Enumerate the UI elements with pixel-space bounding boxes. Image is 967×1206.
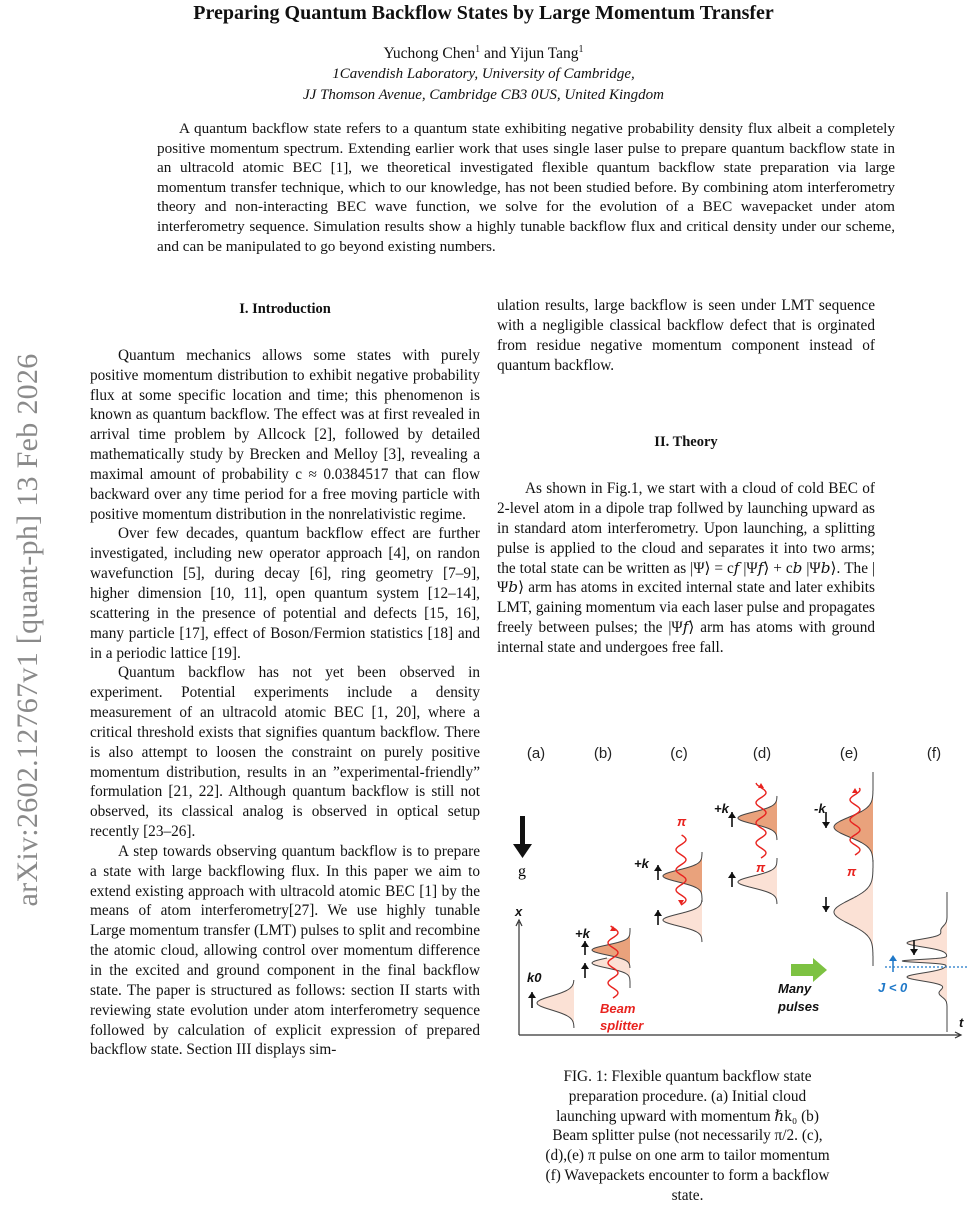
x-axis-label: x [515,904,523,919]
arrowhead [728,812,736,818]
affiliation-line: 1Cavendish Laboratory, University of Cambridge, [332,66,635,82]
pi-label: π [847,864,857,879]
arrowhead [822,822,830,828]
arxiv-identifier: arXiv:2602.12767v1 [quant-ph] 13 Feb 2026 [11,353,44,907]
pi-label: π [677,814,687,829]
beam-splitter-label: splitter [600,1018,644,1033]
plus-k-label: +k [714,801,729,816]
wavepacket [663,852,702,902]
wavepacket [537,980,574,1028]
abstract: A quantum backflow state refers to a quantum state exhibiting negative probability density flux albeit a completely positive momentum spectrum. Extending earlier work that uses single laser pulse to prepare quantum backflow state in an ultracold atomic BEC [1], we theoretical investigated flexible quantum backflow state preparation via large momentum transfer technique, which to our knowledge, has not been studied before. By combining atom interferometry theory and non-interacting BEC wave function, we solve for the evolution of a BEC wavepacket under atom interferometry sequence. Simulation results show a highly tunable backflow flux and critical density under our scheme, and can be manipulated to go beyond existing numbers. [157,120,895,255]
wavepacket [663,900,702,942]
author-name: Yuchong Chen [383,45,476,63]
paragraph: Over few decades, quantum backflow effect are further investigated, including new operator approach [4], on randon wavefunction [5], during decay [6], ring geometry [7–9], higher dimension [10, 11], open quantum system [12–14], scattering in the presence of potential and defects [15, 16], many particle [17], effect of Boson/Fermion statistics [18] and in a periodic lattice [19]. [90,525,480,662]
paragraph: As shown in Fig.1, we start with a cloud of cold BEC of 2-level atom in a dipole trap follwed by launching upward as in standard atom interferometry. Upon launching, a splitting pulse is applied to the cloud and separates it into two arms; the total state can be written as |Ψ⟩ = c𝑓 |Ψ𝑓⟩ + c𝑏 |Ψ𝑏⟩. The |Ψ𝑏⟩ arm has atoms in excited internal state and later exhibits LMT, gaining momentum via each laser pulse and propagates freely between pulses; the |Ψ𝑓⟩ arm has atoms with ground internal state and undergoes free fall. [497,480,875,656]
panel-label: (f) [926,745,942,762]
panel-label: (d) [752,745,772,762]
panel-label: (e) [839,745,859,762]
arrowhead [654,910,662,916]
affiliation-marker: 1 [475,44,481,55]
panel-label: (a) [526,745,546,762]
right-column [497,296,875,658]
gravity-label: g [518,863,526,880]
plus-k-label: +k [575,926,590,941]
minus-k-label: -k [814,801,826,816]
paragraph: ulation results, large backflow is seen under LMT sequence with a negligible classical backflow defect that is orginated from residue negative momentum component instead of quantum backflow. [497,297,875,374]
arrowhead [581,963,589,969]
figure-1 [500,730,967,1050]
arrowhead [728,872,736,878]
panel-label: (c) [670,745,688,762]
author-name: Yijun Tang [509,45,579,63]
many-pulses-label: Many [778,981,812,996]
affiliation-line: JJ Thomson Avenue, Cambridge CB3 0US, United Kingdom [303,87,664,103]
figure-caption: FIG. 1: Flexible quantum backflow state preparation procedure. (a) Initial cloud launching upward with momentum ℏk₀ (b) Beam splitter pulse (not necessarily π/2. (c),(d),(e) π pulse on one arm to tailor momentum (f) Wavepackets encounter to form a backflow state. [545,1068,830,1204]
flux-arrow-icon [889,955,897,972]
paragraph: Quantum backflow has not yet been observed in experiment. Potential experiments include a density measurement of an ultracold atomic BEC [1, 20], where a critical threshold exists that signifies quantum backflow. There is also attempt to loosen the constraint on purely positive momentum distribution, results in an ”experimental-friendly” formulation [21, 22]. Although quantum backflow is still not observed, its classical analog is observed in optical setup recently [23–26]. [90,664,480,841]
many-pulses-arrow-icon [791,958,827,982]
section-heading-theory: II. Theory [654,434,718,451]
author-list [0,44,967,63]
affiliation-marker: 1 [578,44,584,55]
paragraph: Quantum mechanics allows some states with purely positive momentum distribution to exhibit negative probability flux at some specific location and time; this phenomenon is known as quantum backflow. The effect was at first revealed in arrival time problem by Allcock [2], followed by detailed mathematically study by Brecken and Melloy [3], revealing a maximal amount of probability c ≈ 0.0384517 that can flow backward over any time period for a free moving particle with positive momentum distribution in the nonrelativistic regime. [90,346,480,523]
paper-title: Preparing Quantum Backflow States by Large Momentum Transfer [193,2,774,24]
laser-arrowhead [852,788,858,793]
author-separator: and [480,45,510,63]
section-heading-introduction: I. Introduction [239,301,331,317]
negative-flux-label: J < 0 [878,980,908,995]
panel-label: (b) [593,745,613,762]
k0-label: k0 [527,970,542,985]
arrowhead [654,865,662,871]
arrowhead [910,949,918,955]
many-pulses-label: pulses [778,999,820,1014]
wavepacket [834,772,873,862]
arrowhead [528,992,536,998]
paragraph: A step towards observing quantum backflow is to prepare a state with large backflowing flux. In this paper we aim to extend existing approach with ultracold atomic BEC [1] by the means of atom interferometry[27]. We use highly tunable Large momentum transfer (LMT) pulses to split and recombine the atomic cloud, allowing control over momentum difference in the excited and ground component in the final backflow state. The paper is structured as follows: section II starts with reviewing state evolution under atom interferometry sequence followed by calculation of explicit expression of prepared backflow state. Section III displays sim- [90,842,480,1059]
gravity-arrow-icon [513,816,532,858]
wavepacket [738,796,777,840]
pi-label: π [756,860,766,875]
left-column [90,300,480,1060]
plus-k-label: +k [634,856,649,871]
arrowhead [822,906,830,912]
beam-splitter-label: Beam [600,1001,636,1016]
arrowhead [581,941,589,947]
t-axis-label: t [959,1015,964,1030]
